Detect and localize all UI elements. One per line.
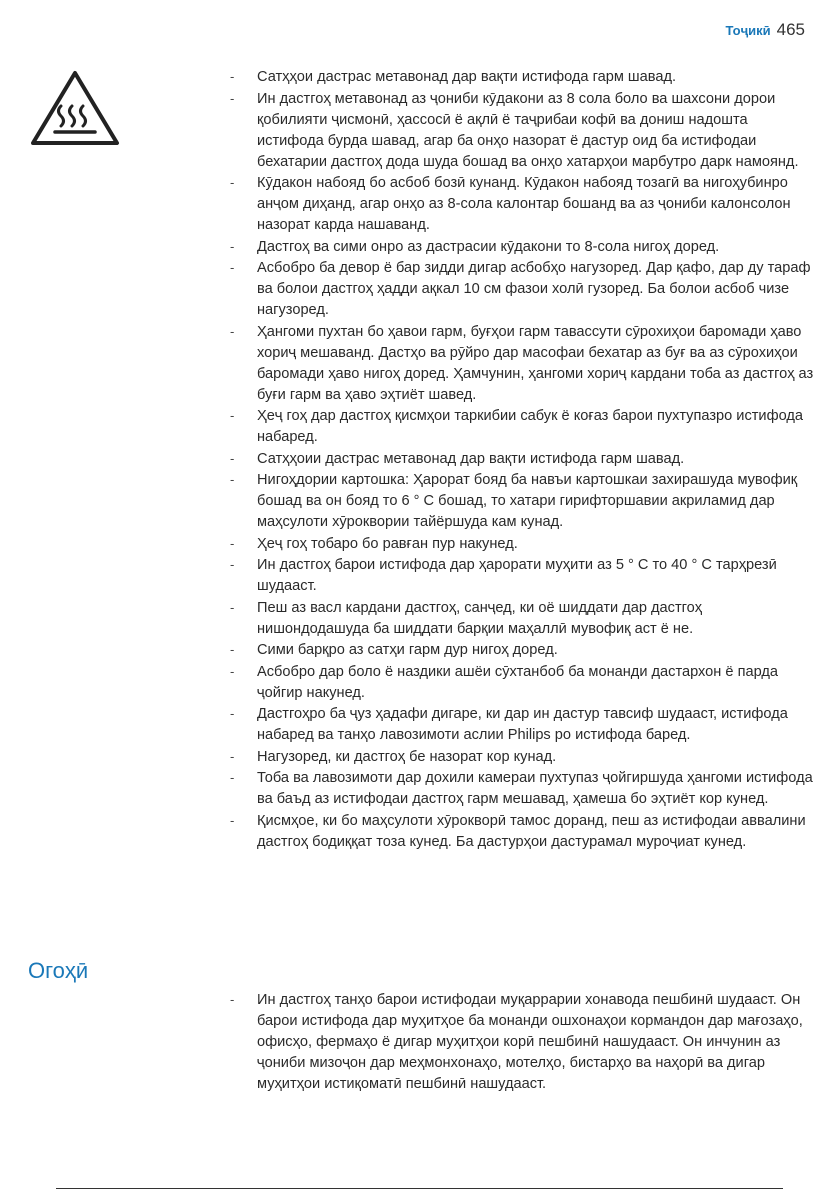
list-item: - Кӯдакон набояд бо асбоб бозӣ кунанд. Кӯдакон набояд тозагӣ ва нигоҳубинро анҷом диҳанд, агар онҳо аз 8-сола калонтар бошанд ва аз ҷониби калонсолон назорат карда нашаванд.	[230, 175, 791, 233]
warning-list	[230, 990, 815, 1096]
list-item: - Дастгоҳ ва сими онро аз дастрасии кӯдакони то 8-сола нигоҳ доред.	[230, 238, 720, 255]
footer-divider	[56, 1188, 783, 1189]
list-item: - Ин дастгоҳ барои истифода дар ҳарорати муҳити аз 5 ° C то 40 ° C тарҳрезӣ шудааст.	[230, 557, 777, 594]
list-item: - Қисмҳое, ки бо маҳсулоти хӯрокворӣ тамос доранд, пеш аз истифодаи аввалини дастгоҳ бодиққат тоза кунед. Ба дастурҳои дастурамал муроҷиат кунед.	[230, 812, 806, 850]
list-item: - Ҳангоми пухтан бо ҳавои гарм, буғҳои гарм тавассути сӯрохиҳои баромади ҳаво хориҷ мешаванд. Дастҳо ва рӯйро дар масофаи бехатар аз буғ ва аз сӯрохиҳои баромади ҳаво нигоҳ доред. Ҳамчунин, ҳангоми хориҷ кардани тоба аз дастгоҳ аз буғи гарм ва ҳаво эҳтиёт шавед.	[230, 323, 814, 403]
safety-list	[230, 67, 815, 853]
list-item: - Ҳеҷ гоҳ дар дастгоҳ қисмҳои таркибии сабук ё коғаз барои пухтупазро истифода набаред.	[230, 408, 804, 445]
warning-section-title: Огоҳӣ	[28, 958, 89, 983]
list-item: - Нагузоред, ки дастгоҳ бе назорат кор кунад.	[230, 748, 557, 765]
list-item: - Сими барқро аз сатҳи гарм дур нигоҳ доред.	[230, 642, 558, 658]
list-item: - Пеш аз васл кардани дастгоҳ, санҷед, ки оё шиддати дар дастгоҳ нишондодашуда ба шиддати барқии маҳаллӣ мувофиқ аст ё не.	[230, 599, 703, 637]
list-item: - Сатҳҳоии дастрас метавонад дар вақти истифода гарм шавад.	[230, 450, 685, 467]
page-header	[726, 20, 805, 40]
language-label: Тоҷикӣ	[725, 23, 771, 38]
list-item: - Асбобро ба девор ё бар зидди дигар асбобҳо нагузоред. Дар қафо, дар ду тараф ва болои дастгоҳ ҳадди ақкал 10 см фазои холӣ гузоред. Ба болои асбоб чизе нагузоред.	[230, 260, 811, 318]
list-item: - Тоба ва лавозимоти дар дохили камераи пухтупаз ҷойгиршуда ҳангоми истифода ва баъд аз истифодаи дастгоҳ гарм мешавад, ҳамеша бо эҳтиёт кор кунед.	[230, 770, 813, 807]
page-number: 465	[776, 20, 805, 39]
list-item: - Ҳеҷ гоҳ тобаро бо равған пур накунед.	[230, 535, 518, 552]
list-item: - Дастгоҳро ба ҷуз ҳадафи дигаре, ки дар ин дастур тавсиф шудааст, истифода набаред ва танҳо лавозимоти аслии Philips ро истифода баред.	[230, 706, 788, 743]
list-item: - Сатҳҳои дастрас метавонад дар вақти истифода гарм шавад.	[230, 69, 677, 85]
list-item: - Ин дастгоҳ танҳо барои истифодаи муқаррарии хонавода пешбинӣ шудааст. Он барои истифода дар муҳитҳое ба монанди ошхонаҳои кормандон дар мағозаҳо, офисҳо, фермаҳо ё дигар муҳитҳои корӣ пешбинӣ нашудааст. Он инчунин аз ҷониби мизоҷон дар меҳмонхонаҳо, мотелҳо, бистарҳо ва наҳорӣ ва дигар муҳитҳои истиқоматӣ пешбинӣ нашудааст.	[230, 992, 803, 1092]
list-item: - Нигоҳдории картошка: Ҳарорат бояд ба навъи картошкаи захирашуда мувофиқ бошад ва он бояд то 6 ° C бошад, то хатари гирифторшавии акриламид дар маҳсулоти хӯроквории тайёршуда кам кунад.	[230, 472, 798, 530]
hot-surface-warning-icon	[30, 70, 120, 146]
list-item: - Асбобро дар боло ё наздики ашёи сӯхтанбоб ба монанди дастархон ё парда ҷойгир накунед.	[230, 663, 779, 701]
list-item: - Ин дастгоҳ метавонад аз ҷониби кӯдакони аз 8 сола боло ва шахсони дорои қобилияти ҷисмонӣ, ҳассосӣ ё ақлӣ ё таҷрибаи кофӣ ва дониш надошта истифода бурда шавад, агар ба онҳо назорат ё дастур оид ба истифодаи бехатарии дастгоҳ дода шуда бошад ва онҳо хатарҳои марбутро дарк намоянд.	[230, 90, 799, 170]
